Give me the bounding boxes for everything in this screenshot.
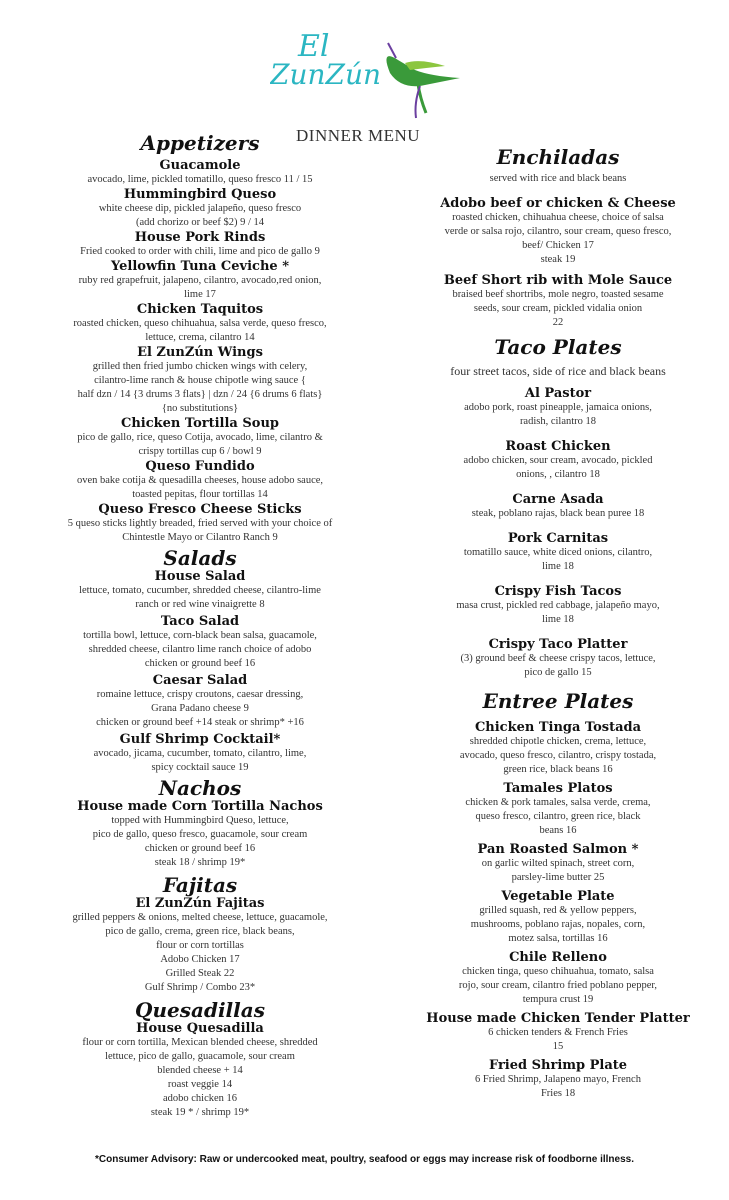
menu-item	[398, 492, 718, 521]
menu-item-description: mushrooms, poblano rajas, nopales, corn,	[470, 919, 646, 930]
menu-item-description: pico de gallo 15	[524, 667, 592, 678]
menu-item-description: (add chorizo or beef $2) 9 / 14	[136, 217, 264, 228]
taco-plates-list	[398, 386, 718, 680]
menu-item-description: radish, cilantro 18	[519, 416, 597, 427]
menu-item-description: lime 17	[184, 289, 216, 300]
menu-item	[398, 531, 718, 574]
consumer-advisory: *Consumer Advisory: Raw or undercooked meat, poultry, seafood or eggs may increase risk of foodborne illness.	[94, 1154, 635, 1165]
menu-item	[30, 502, 370, 545]
menu-item-name: House made Corn Tortilla Nachos	[77, 799, 323, 814]
menu-item-description: Fried cooked to order with chili, lime and pico de gallo 9	[80, 246, 320, 257]
menu-item	[30, 614, 370, 671]
menu-item	[30, 673, 370, 730]
menu-item-description: rojo, sour cream, cilantro fried poblano pepper,	[458, 980, 658, 991]
menu-item-name: Fried Shrimp Plate	[488, 1058, 628, 1073]
enchiladas-list	[398, 196, 718, 330]
menu-item-description: chicken or ground beef 16	[144, 843, 256, 854]
menu-item-description: shredded chipotle chicken, crema, lettuce,	[469, 736, 647, 747]
menu-item-description: beans 16	[539, 825, 577, 836]
menu-item-description: white cheese dip, pickled jalapeño, queso fresco	[98, 203, 302, 214]
logo-line-1: El	[298, 29, 330, 64]
menu-item-description: queso fresco, cilantro, green rice, black	[475, 811, 641, 822]
menu-item	[30, 1021, 370, 1120]
menu-item-name: Queso Fundido	[145, 459, 255, 474]
taco-plates-subtitle: four street tacos, side of rice and black beans	[450, 364, 666, 378]
menu-item-name: Pan Roasted Salmon *	[477, 842, 639, 857]
menu-item-description: lettuce, tomato, cucumber, shredded cheese, cilantro-lime	[79, 585, 321, 596]
appetizers-list	[30, 158, 370, 545]
menu-item-description: lettuce, pico de gallo, guacamole, sour cream	[105, 1051, 295, 1062]
menu-item-description: grilled then fried jumbo chicken wings with celery,	[92, 361, 308, 372]
menu-item-description: grilled squash, red & yellow peppers,	[479, 905, 637, 916]
menu-item-description: tempura crust 19	[522, 994, 594, 1005]
menu-item-description: Fries 18	[540, 1088, 576, 1099]
section-title-fajitas: Fajitas	[162, 873, 238, 897]
menu-item-description: tortilla bowl, lettuce, corn-black bean salsa, guacamole,	[83, 630, 317, 641]
menu-item-description: steak 19	[540, 254, 576, 265]
section-title-entree-plates: Entree Plates	[482, 689, 634, 713]
menu-item-description: avocado, lime, pickled tomatillo, queso fresco 11 / 15	[87, 174, 313, 185]
menu-item-description: chicken or ground beef 16	[144, 658, 256, 669]
menu-item-description: adobo chicken 16	[162, 1093, 238, 1104]
menu-item-name: Tamales Platos	[503, 781, 613, 796]
menu-item-description: (3) ground beef & cheese crispy tacos, lettuce,	[460, 653, 656, 664]
salads-list	[30, 569, 370, 775]
menu-item-description: seeds, sour cream, pickled vidalia onion	[473, 303, 643, 314]
menu-item-name: Adobo beef or chicken & Cheese	[440, 196, 676, 211]
menu-item-description: masa crust, pickled red cabbage, jalapeño mayo,	[456, 600, 660, 611]
menu-item-description: half dzn / 14 {3 drums 3 flats} | dzn / 24 {6 drums 6 flats}	[77, 389, 323, 400]
menu-item-name: Carne Asada	[512, 492, 604, 507]
menu-item	[398, 1058, 718, 1101]
menu-item-name: Chile Relleno	[509, 950, 607, 965]
menu-item-description: 22	[552, 317, 564, 328]
menu-item-name: Chicken Taquitos	[136, 302, 264, 317]
section-title-salads: Salads	[163, 546, 237, 570]
menu-item-description: adobo chicken, sour cream, avocado, pickled	[463, 455, 653, 466]
menu-item-name: Crispy Fish Tacos	[494, 584, 622, 599]
menu-item	[30, 569, 370, 612]
menu-item	[30, 896, 370, 995]
menu-item-description: ruby red grapefruit, jalapeno, cilantro, avocado,red onion,	[78, 275, 322, 286]
menu-item-description: beef/ Chicken 17	[522, 240, 594, 251]
menu-item-name: House made Chicken Tender Platter	[426, 1011, 690, 1026]
menu-item-description: grilled peppers & onions, melted cheese, lettuce, guacamole,	[72, 912, 328, 923]
menu-item	[398, 386, 718, 429]
menu-item-name: Guacamole	[159, 158, 241, 173]
section-title-appetizers: Appetizers	[140, 131, 260, 155]
right-column	[398, 146, 718, 1105]
menu-item-description: ranch or red wine vinaigrette 8	[135, 599, 265, 610]
menu-item-name: Caesar Salad	[152, 673, 248, 688]
logo	[270, 18, 470, 123]
menu-item-description: topped with Hummingbird Queso, lettuce,	[111, 815, 289, 826]
menu-item-description: flour or corn tortilla, Mexican blended cheese, shredded	[82, 1037, 318, 1048]
menu-item-name: Queso Fresco Cheese Sticks	[98, 502, 302, 517]
menu-item-description: roasted chicken, chihuahua cheese, choice of salsa	[452, 212, 664, 223]
menu-item-description: Grana Padano cheese 9	[151, 703, 249, 714]
section-title-quesadillas: Quesadillas	[135, 998, 265, 1022]
menu-item-description: romaine lettuce, crispy croutons, caesar dressing,	[96, 689, 304, 700]
section-title-nachos: Nachos	[158, 776, 242, 800]
menu-item-description: Adobo Chicken 17	[160, 954, 240, 965]
menu-item-name: Gulf Shrimp Cocktail*	[119, 732, 281, 747]
menu-item	[30, 259, 370, 302]
menu-item	[398, 439, 718, 482]
menu-item-description: Gulf Shrimp / Combo 23*	[144, 982, 256, 993]
menu-item	[398, 196, 718, 267]
menu-item-name: Pork Carnitas	[507, 531, 609, 546]
menu-item-description: 15	[552, 1041, 564, 1052]
menu-item-description: tomatillo sauce, white diced onions, cilantro,	[463, 547, 653, 558]
menu-item	[398, 950, 718, 1007]
nachos-list	[30, 799, 370, 870]
menu-item	[30, 230, 370, 259]
quesadillas-list	[30, 1021, 370, 1120]
menu-item-description: pico de gallo, rice, queso Cotija, avocado, lime, cilantro &	[77, 432, 323, 443]
menu-item-name: Roast Chicken	[505, 439, 611, 454]
menu-item-description: 5 queso sticks lightly breaded, fried served with your choice of	[67, 518, 333, 529]
menu-item-description: adobo pork, roast pineapple, jamaica onions,	[464, 402, 652, 413]
entree-plates-list	[398, 720, 718, 1101]
menu-item-description: chicken tinga, queso chihuahua, tomato, salsa	[462, 966, 654, 977]
menu-item-description: parsley-lime butter 25	[511, 872, 605, 883]
menu-item-description: lime 18	[542, 614, 574, 625]
logo-line-2: ZunZún	[270, 58, 382, 91]
menu-item	[398, 637, 718, 680]
menu-item-description: lime 18	[542, 561, 574, 572]
menu-item-description: roast veggie 14	[167, 1079, 233, 1090]
menu-item-description: avocado, jicama, cucumber, tomato, cilantro, lime,	[93, 748, 307, 759]
menu-item-description: cilantro-lime ranch & house chipotle wing sauce {	[94, 375, 306, 386]
menu-item	[398, 720, 718, 777]
menu-item-description: chicken or ground beef +14 steak or shrimp* +16	[96, 717, 304, 728]
left-column	[30, 132, 370, 1120]
menu-item	[398, 781, 718, 838]
menu-item-name: Chicken Tortilla Soup	[121, 416, 279, 431]
menu-item	[30, 799, 370, 870]
menu-item-name: House Pork Rinds	[134, 230, 266, 245]
menu-item-description: motez salsa, tortillas 16	[508, 933, 608, 944]
menu-item-description: steak, poblano rajas, black bean puree 18	[471, 508, 645, 519]
menu-item	[398, 842, 718, 885]
section-title-taco-plates: Taco Plates	[494, 335, 622, 359]
section-title-enchiladas: Enchiladas	[496, 145, 620, 169]
fajitas-list	[30, 896, 370, 995]
menu-item-name: Beef Short rib with Mole Sauce	[443, 273, 673, 288]
menu-item-description: 6 Fried Shrimp, Jalapeno mayo, French	[475, 1074, 641, 1085]
menu-item-description: green rice, black beans 16	[503, 764, 613, 775]
menu-item-description: onions, , cilantro 18	[516, 469, 600, 480]
menu-item-name: El ZunZún Fajitas	[135, 896, 265, 911]
menu-item-description: toasted pepitas, flour tortillas 14	[132, 489, 268, 500]
menu-item-name: El ZunZún Wings	[137, 345, 263, 360]
menu-item	[30, 187, 370, 230]
menu-item-name: House Salad	[154, 569, 246, 584]
menu-item-description: steak 18 / shrimp 19*	[154, 857, 246, 868]
menu-item	[30, 158, 370, 187]
menu-item-description: on garlic wilted spinach, street corn,	[481, 858, 635, 869]
menu-item-description: shredded cheese, cilantro lime ranch choice of adobo	[88, 644, 312, 655]
menu-item-name: Crispy Taco Platter	[488, 637, 628, 652]
menu-item-name: House Quesadilla	[136, 1021, 264, 1036]
menu-item-description: avocado, queso fresco, cilantro, crispy tostada,	[459, 750, 657, 761]
menu-item-description: steak 19 * / shrimp 19*	[150, 1107, 250, 1118]
menu-item-description: spicy cocktail sauce 19	[151, 762, 249, 773]
menu-item-description: braised beef shortribs, mole negro, toasted sesame	[452, 289, 664, 300]
menu-item	[30, 345, 370, 416]
menu-item-description: chicken & pork tamales, salsa verde, crema,	[465, 797, 651, 808]
menu-item-name: Vegetable Plate	[501, 889, 615, 904]
menu-item-name: Chicken Tinga Tostada	[474, 720, 642, 735]
hummingbird-logo-icon	[270, 18, 470, 123]
menu-item	[30, 732, 370, 775]
menu-item	[398, 1011, 718, 1054]
menu-item-description: roasted chicken, queso chihuahua, salsa verde, queso fresco,	[73, 318, 327, 329]
menu-item-description: flour or corn tortillas	[156, 940, 244, 951]
menu-item-description: Grilled Steak 22	[165, 968, 235, 979]
menu-item	[30, 459, 370, 502]
enchiladas-subtitle: served with rice and black beans	[489, 173, 627, 184]
menu-item	[398, 584, 718, 627]
menu-item-name: Hummingbird Queso	[123, 187, 277, 202]
menu-item-description: blended cheese + 14	[157, 1065, 243, 1076]
menu-item-name: Yellowfin Tuna Ceviche *	[111, 259, 289, 274]
menu-item-description: {no substitutions}	[161, 403, 239, 414]
menu-item	[30, 416, 370, 459]
menu-item-name: Al Pastor	[524, 386, 592, 401]
menu-item-description: 6 chicken tenders & French Fries	[488, 1027, 628, 1038]
menu-item-description: pico de gallo, crema, green rice, black beans,	[105, 926, 295, 937]
menu-item	[398, 273, 718, 330]
menu-item-description: Chintestle Mayo or Cilantro Ranch 9	[122, 532, 278, 543]
menu-item-description: lettuce, crema, cilantro 14	[145, 332, 255, 343]
menu-item-description: crispy tortillas cup 6 / bowl 9	[138, 446, 262, 457]
menu-item-description: oven bake cotija & quesadilla cheeses, house adobo sauce,	[76, 475, 324, 486]
menu-item-name: Taco Salad	[160, 614, 240, 629]
menu-item	[398, 889, 718, 946]
menu-item-description: pico de gallo, queso fresco, guacamole, sour cream	[92, 829, 308, 840]
menu-item-description: verde or salsa rojo, cilantro, sour cream, queso fresco,	[444, 226, 672, 237]
menu-title: DINNER MENU	[296, 126, 421, 145]
menu-item	[30, 302, 370, 345]
